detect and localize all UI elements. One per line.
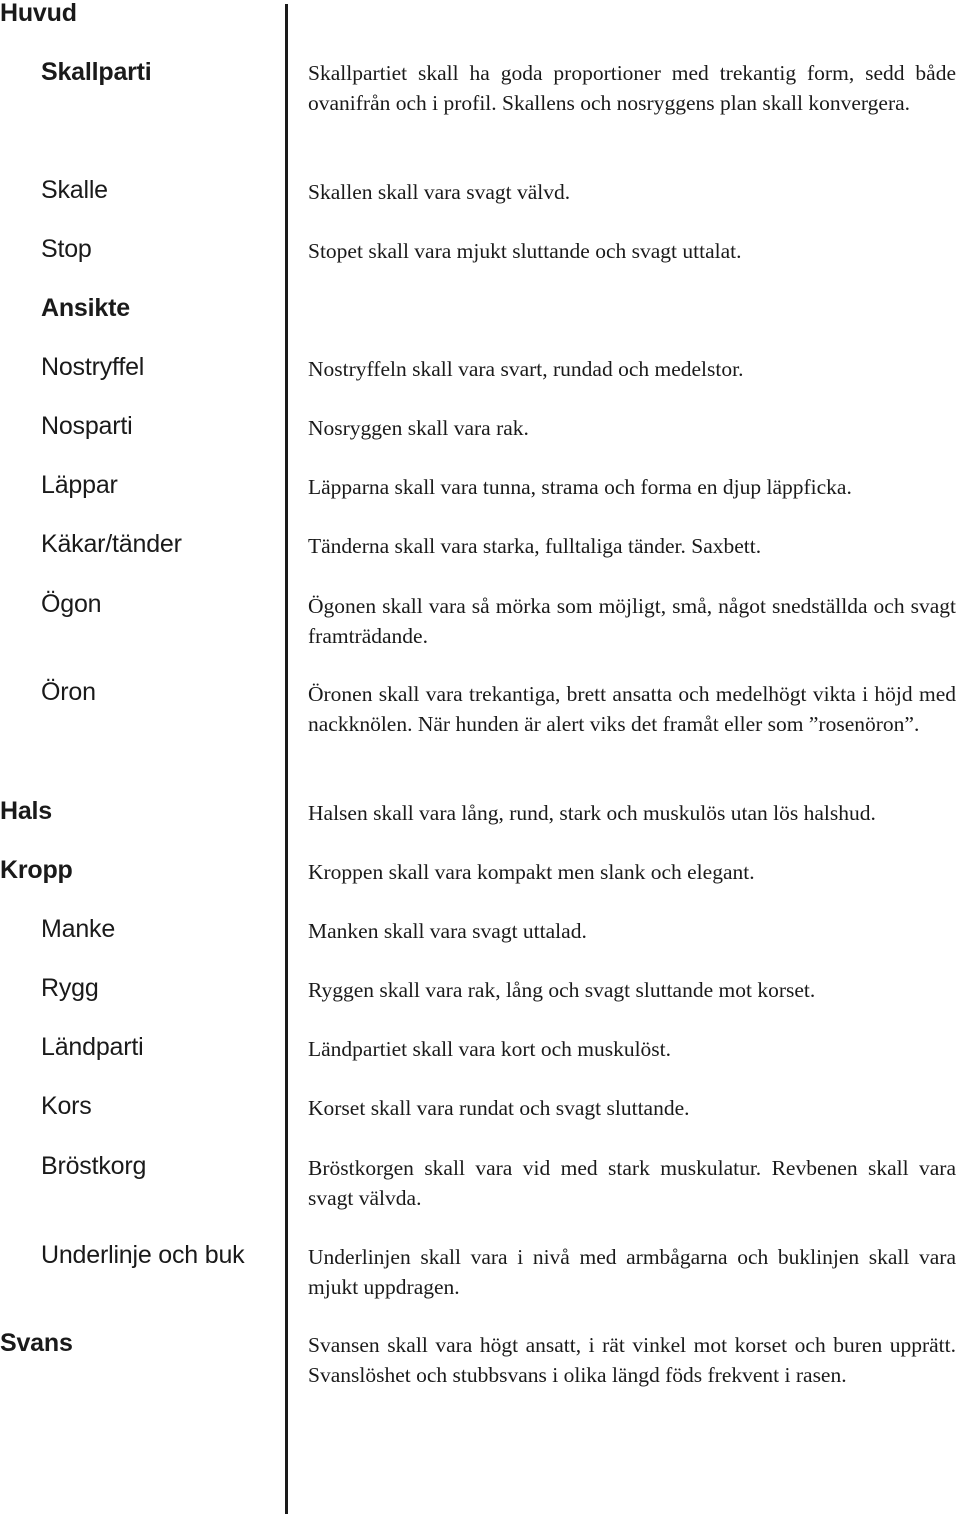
section-hals: Hals <box>0 797 53 825</box>
text-svans: Svansen skall vara högt ansatt, i rät vinkel mot korset och buren upprätt. Svanslöshet och stubbsvans i olika längd föds frekvent i rasen. <box>308 1333 956 1387</box>
label-manke: Manke <box>41 915 116 943</box>
text-nosparti: Nosryggen skall vara rak. <box>308 416 529 440</box>
text-oron: Öronen skall vara trekantiga, brett ansatta och medelhögt vikta i höjd med nackknölen. När hunden är alert viks det framåt eller som ”rosenöron”. <box>308 682 956 736</box>
label-kors: Kors <box>41 1092 92 1120</box>
text-kors: Korset skall vara rundat och svagt sluttande. <box>308 1096 690 1120</box>
label-landparti: Ländparti <box>41 1033 144 1061</box>
label-lappar: Läppar <box>41 471 118 499</box>
label-nostryffel: Nostryffel <box>41 353 145 381</box>
label-oron: Öron <box>41 678 96 706</box>
text-rygg: Ryggen skall vara rak, lång och svagt sluttande mot korset. <box>308 978 816 1002</box>
section-svans: Svans <box>0 1329 73 1357</box>
label-stop: Stop <box>41 235 92 263</box>
subsection-ansikte: Ansikte <box>41 294 130 322</box>
text-lappar: Läpparna skall vara tunna, strama och forma en djup läppficka. <box>308 475 852 499</box>
column-divider <box>285 4 288 1514</box>
text-skallparti: Skallpartiet skall ha goda proportioner med trekantig form, sedd både ovanifrån och i profil. Skallens och nosryggens plan skall konvergera. <box>308 61 956 115</box>
label-underlinje-och-buk: Underlinje och buk <box>41 1241 245 1269</box>
text-manke: Manken skall vara svagt uttalad. <box>308 919 587 943</box>
text-skalle: Skallen skall vara svagt välvd. <box>308 180 571 204</box>
text-nostryffel: Nostryffeln skall vara svart, rundad och medelstor. <box>308 357 744 381</box>
text-underlinje-och-buk: Underlinjen skall vara i nivå med armbågarna och buklinjen skall vara mjukt uppdragen. <box>308 1245 956 1299</box>
text-stop: Stopet skall vara mjukt sluttande och svagt uttalat. <box>308 239 742 263</box>
text-hals: Halsen skall vara lång, rund, stark och muskulös utan lös halshud. <box>308 801 876 825</box>
section-kropp: Kropp <box>0 856 73 884</box>
text-landparti: Ländpartiet skall vara kort och muskulöst. <box>308 1037 672 1061</box>
section-huvud: Huvud <box>0 0 77 27</box>
text-brostkorg: Bröstkorgen skall vara vid med stark muskulatur. Revbenen skall vara svagt välvda. <box>308 1156 956 1210</box>
text-ogon: Ögonen skall vara så mörka som möjligt, små, något snedställda och svagt framträdande. <box>308 594 956 648</box>
label-skalle: Skalle <box>41 176 108 204</box>
text-kropp: Kroppen skall vara kompakt men slank och elegant. <box>308 860 755 884</box>
label-rygg: Rygg <box>41 974 99 1002</box>
label-kakar-tander: Käkar/tänder <box>41 530 182 558</box>
label-ogon: Ögon <box>41 590 102 618</box>
text-kakar-tander: Tänderna skall vara starka, fulltaliga tänder. Saxbett. <box>308 534 762 558</box>
subsection-skallparti: Skallparti <box>41 58 152 86</box>
label-brostkorg: Bröstkorg <box>41 1152 147 1180</box>
label-nosparti: Nosparti <box>41 412 133 440</box>
